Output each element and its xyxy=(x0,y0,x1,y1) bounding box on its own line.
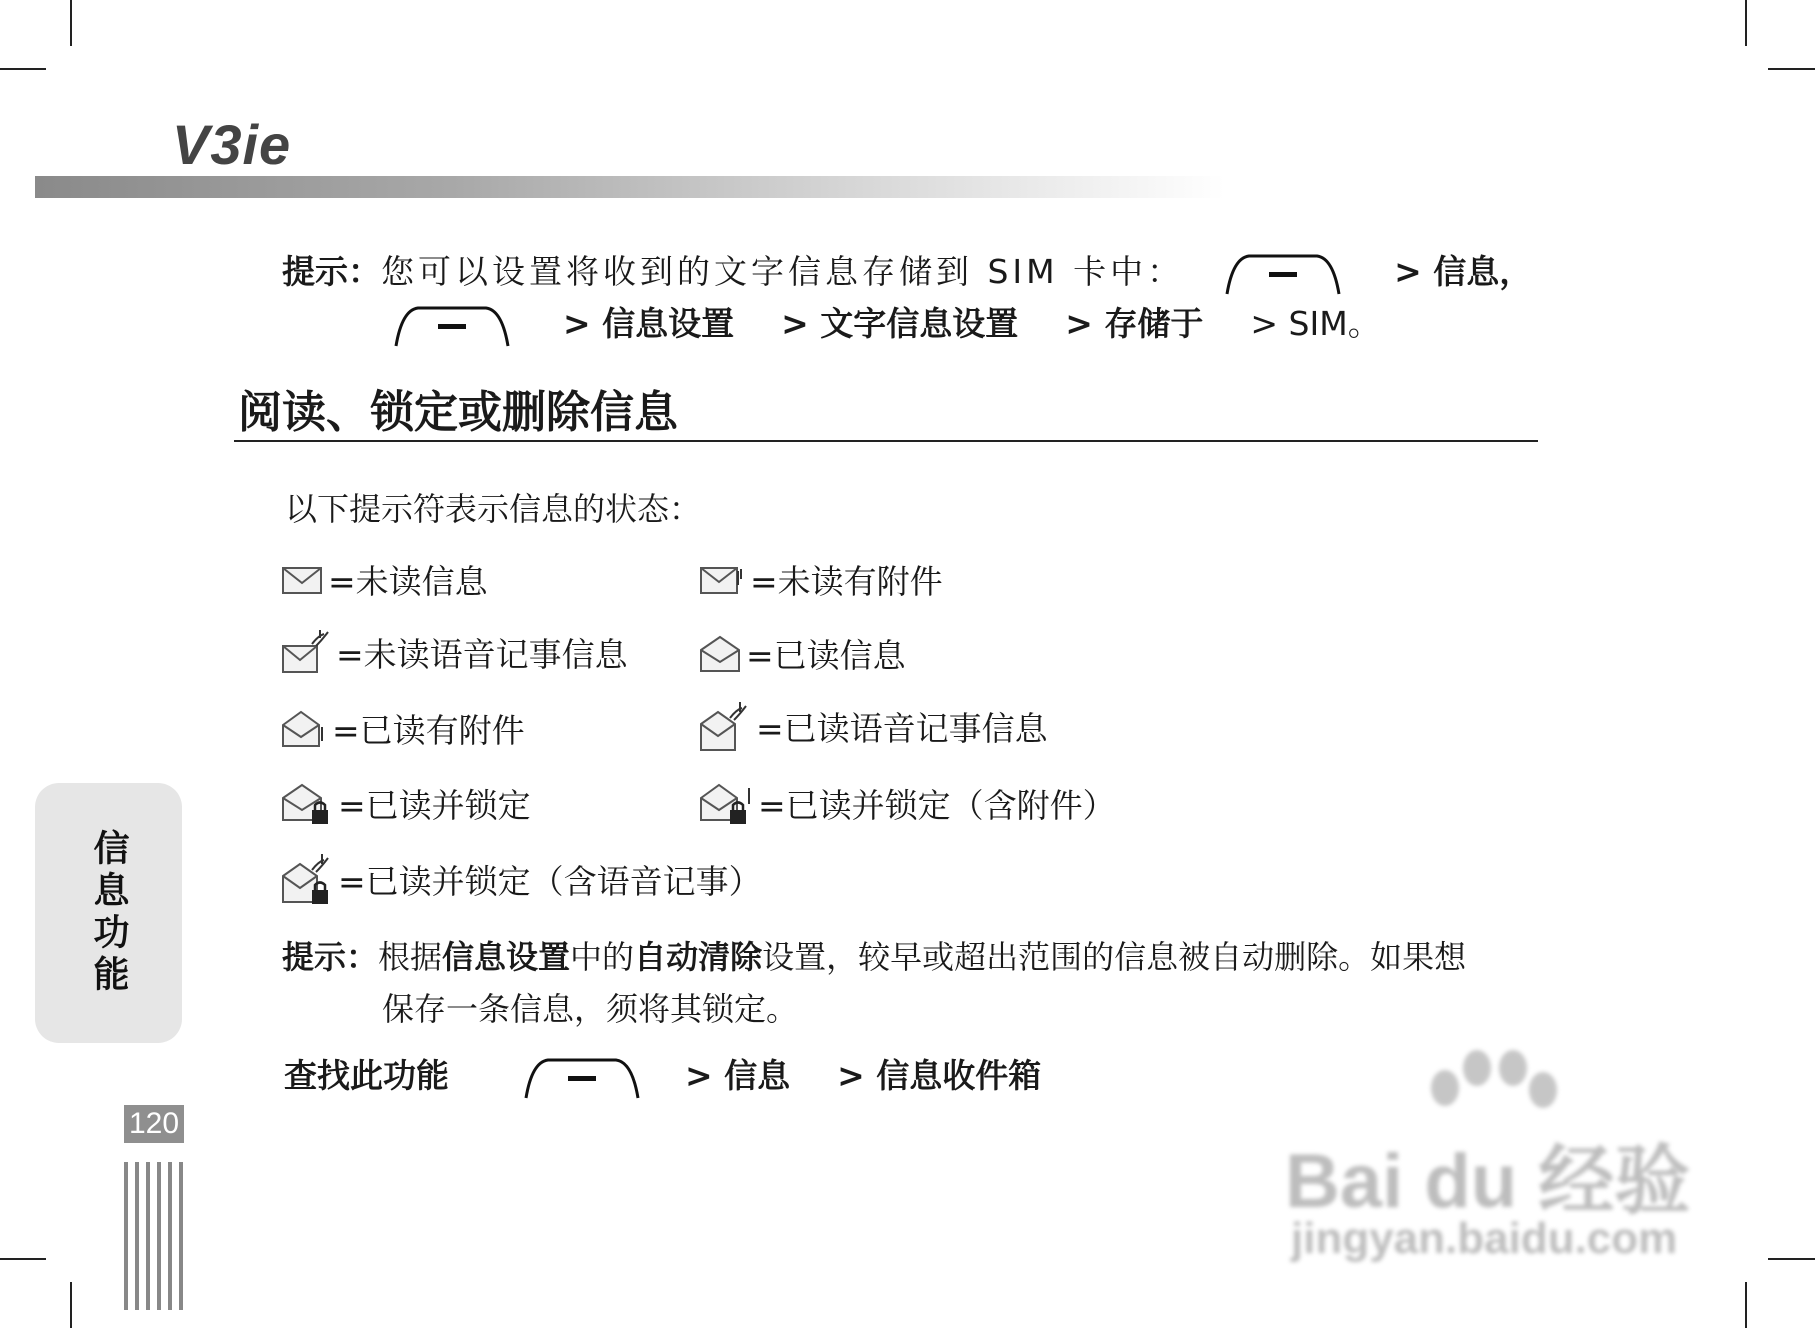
tip-line-3 xyxy=(282,932,1466,978)
crop-mark xyxy=(1745,1282,1747,1328)
crop-mark xyxy=(1745,0,1747,46)
section-divider xyxy=(234,440,1538,442)
status-label: =已读并锁定 xyxy=(338,786,531,825)
tip-line-4 xyxy=(382,984,798,1030)
status-item xyxy=(282,705,525,752)
tip-keyword: 自动清除 xyxy=(634,938,763,976)
crop-mark xyxy=(70,0,72,46)
tip-label: 提示： xyxy=(282,938,379,976)
read-voice-envelope-icon xyxy=(700,700,750,752)
page-stripes-decoration xyxy=(124,1162,186,1310)
status-label: =已读语音记事信息 xyxy=(756,708,1048,748)
menu-softkey-icon xyxy=(392,302,512,350)
status-label: =已读并锁定（含语音记事） xyxy=(338,861,762,901)
tip-line-1 xyxy=(282,246,1532,298)
unread-envelope-icon xyxy=(282,565,322,595)
read-locked-voice-envelope-icon xyxy=(282,852,332,906)
crop-mark xyxy=(70,1282,72,1328)
tip-line-2 xyxy=(392,298,1381,350)
chapter-label: 信息功能 xyxy=(88,829,129,997)
chapter-side-tab xyxy=(35,783,182,1043)
baidu-watermark xyxy=(1285,1048,1705,1268)
read-locked-attachment-envelope-icon xyxy=(700,782,752,826)
menu-path-step: > 信息， xyxy=(1394,252,1533,291)
status-label: =未读有附件 xyxy=(750,562,943,601)
tip-text: 设置，较早或超出范围的信息被自动删除。如果想 xyxy=(762,938,1467,976)
menu-path-step: > SIM。 xyxy=(1250,304,1381,343)
watermark-brand: Bai du 经验 xyxy=(1285,1139,1691,1224)
page-number: 120 xyxy=(124,1105,184,1143)
tip-label: 提示： xyxy=(282,252,381,291)
status-item xyxy=(282,780,531,827)
read-locked-envelope-icon xyxy=(282,782,332,826)
unread-attachment-envelope-icon xyxy=(700,565,744,595)
status-label: =未读语音记事信息 xyxy=(336,634,628,674)
crop-mark xyxy=(0,68,46,70)
find-feature-label: 查找此功能 xyxy=(284,1056,449,1095)
menu-path-step: > 文字信息设置 xyxy=(781,304,1019,343)
status-item xyxy=(282,852,762,906)
menu-path-step: > 信息 xyxy=(685,1056,791,1095)
status-label: =已读信息 xyxy=(746,636,906,675)
section-title: 阅读、锁定或删除信息 xyxy=(238,387,678,438)
tip-text: 中的 xyxy=(570,938,635,976)
status-item xyxy=(700,700,1048,752)
status-item xyxy=(700,556,943,603)
menu-softkey-icon xyxy=(522,1054,642,1102)
status-item xyxy=(282,628,628,676)
menu-softkey-icon xyxy=(1223,250,1343,298)
status-label: =已读有附件 xyxy=(332,711,525,750)
find-feature-line xyxy=(284,1050,1041,1102)
status-item xyxy=(700,630,906,677)
menu-path-step: > 存储于 xyxy=(1065,304,1204,343)
tip-text: 根据 xyxy=(378,938,443,976)
tip-text: 保存一条信息，须将其锁定。 xyxy=(382,990,799,1028)
status-item xyxy=(700,780,1116,827)
model-name: V3ie xyxy=(172,113,292,176)
unread-voice-envelope-icon xyxy=(282,628,330,676)
header-gradient-bar xyxy=(35,176,1225,198)
status-label: =已读并锁定（含附件） xyxy=(758,786,1116,825)
watermark-url: jingyan.baidu.com xyxy=(1291,1214,1678,1263)
menu-path-step: > 信息收件箱 xyxy=(837,1056,1042,1095)
crop-mark xyxy=(0,1258,46,1260)
tip-text: 您可以设置将收到的文字信息存储到 SIM 卡中： xyxy=(381,252,1185,291)
read-attachment-envelope-icon xyxy=(282,709,326,749)
menu-path-step: > 信息设置 xyxy=(563,304,735,343)
read-envelope-icon xyxy=(700,634,740,674)
crop-mark xyxy=(1768,1258,1815,1260)
section-intro: 以下提示符表示信息的状态： xyxy=(285,490,702,528)
status-item xyxy=(282,556,488,603)
status-label: =未读信息 xyxy=(328,562,488,601)
tip-keyword: 信息设置 xyxy=(442,938,571,976)
crop-mark xyxy=(1768,68,1815,70)
